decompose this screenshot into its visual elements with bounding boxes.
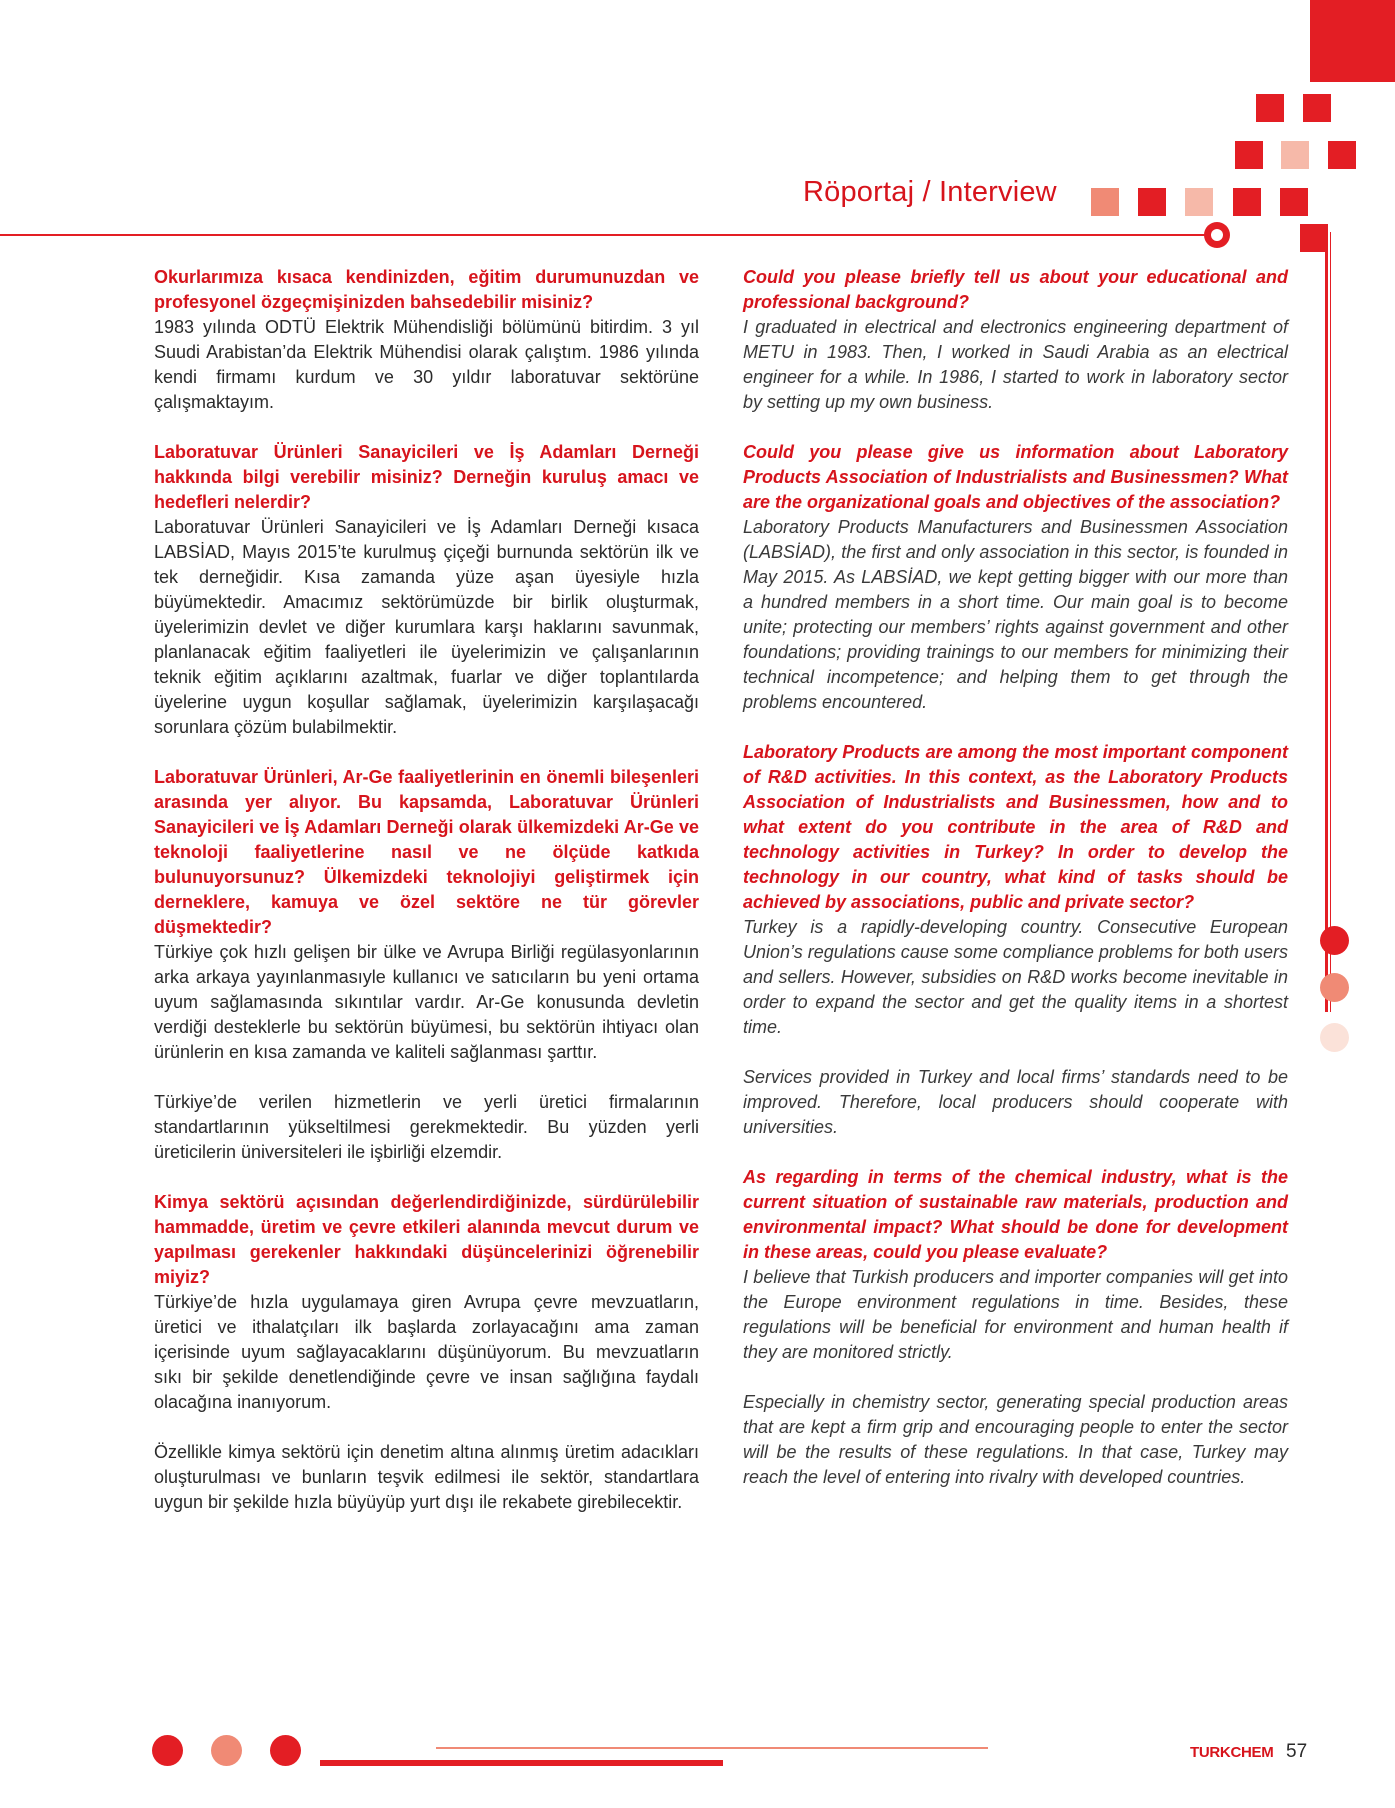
question: Laboratuvar Ürünleri, Ar-Ge faaliyetlerinin en önemli bileşenleri arasında yer alıyor. Bu kapsamda, Laboratuvar Ürünleri Sanayicileri ve İş Adamları Derneği olarak ülkemizdeki Ar-Ge ve teknoloji faaliyetlerine nasıl ve ne ölçüde katkıda bulunuyorsunuz? Ülkemizdeki teknolojiyi geliştirmek için derneklere, kamuya ve özel sektöre ne tür görevler düşmektedir? <box>154 767 699 937</box>
answer: I graduated in electrical and electronics engineering department of METU in 1983. Then, I worked in Saudi Arabia as an electrical engineer for a while. In 1986, I started to work in laboratory sector by setting up my own business. <box>743 317 1288 412</box>
decor-square <box>1235 141 1263 169</box>
answer: Özellikle kimya sektörü için denetim altına alınmış üretim adacıkları oluşturulması ve bunların teşvik edilmesi ile sektör, standartlara uygun bir şekilde hızla büyüyüp yurt dışı ile rekabete girebilecektir. <box>154 1442 699 1512</box>
qa-section <box>154 1190 699 1415</box>
answer: 1983 yılında ODTÜ Elektrik Mühendisliği bölümünü bitirdim. 3 yıl Suudi Arabistan’da Elektrik Mühendisi olarak çalıştım. 1986 yılında kendi firmamı kurdum ve 30 yıldır laboratuvar sektörüne çalışmaktayım. <box>154 317 699 412</box>
decor-square <box>1328 141 1356 169</box>
footer-rule <box>320 1760 723 1766</box>
paragraph <box>743 1390 1288 1490</box>
question: Laboratory Products are among the most important component of R&D activities. In this context, as the Laboratory Products Association of Industrialists and Businessmen, how and to what extent do you contribute in the area of R&D and technology activities in Turkey? In order to develop the technology in our country, what kind of tasks should be achieved by associations, public and private sector? <box>743 742 1288 912</box>
turkish-column <box>154 265 699 1540</box>
question: Laboratuvar Ürünleri Sanayicileri ve İş Adamları Derneği hakkında bilgi verebilir misiniz? Derneğin kuruluş amacı ve hedefleri nelerdir? <box>154 442 699 512</box>
ring-ornament <box>1204 222 1230 248</box>
decor-square <box>1300 224 1328 252</box>
question: Kimya sektörü açısından değerlendirdiğinizde, sürdürülebilir hammadde, üretim ve çevre etkileri alanında mevcut durum ve yapılması gerekenler hakkındaki düşüncelerinizi öğrenebilir miyiz? <box>154 1192 699 1287</box>
qa-section <box>743 440 1288 715</box>
qa-section <box>743 1165 1288 1365</box>
page-number: 57 <box>1286 1741 1308 1762</box>
decor-square <box>1310 0 1395 82</box>
decor-circle <box>1320 1023 1349 1052</box>
decor-square <box>1233 188 1261 216</box>
answer: Türkiye’de hızla uygulamaya giren Avrupa çevre mevzuatların, üretici ve ithalatçıları ilk başlarda zorlayacağını ama zaman içerisinde uyum sağlayacaklarını düşünüyorum. Bu mevzuatların sıkı bir şekilde denetlendiğinde çevre ve insan sağlığına faydalı olacağına inanıyorum. <box>154 1292 699 1412</box>
paragraph <box>743 1065 1288 1140</box>
question: As regarding in terms of the chemical industry, what is the current situation of sustainable raw materials, production and environmental impact? What should be done for development in these areas, could you please evaluate? <box>743 1167 1288 1262</box>
brand-logo: TURKCHEM <box>1190 1744 1274 1761</box>
page-section-title: Röportaj / Interview <box>803 176 1057 208</box>
decor-square <box>1138 188 1166 216</box>
qa-section <box>743 265 1288 415</box>
footer-circle <box>211 1735 242 1766</box>
side-rule <box>1330 232 1331 1012</box>
decor-square <box>1281 141 1309 169</box>
qa-section <box>154 440 699 740</box>
question: Okurlarımıza kısaca kendinizden, eğitim durumunuzdan ve profesyonel özgeçmişinizden bahsedebilir misiniz? <box>154 267 699 312</box>
decor-square <box>1303 94 1331 122</box>
qa-section <box>743 740 1288 1040</box>
footer-circle <box>270 1735 301 1766</box>
answer: Laboratory Products Manufacturers and Businessmen Association (LABSİAD), the first and only association in this sector, is founded in May 2015. As LABSİAD, we kept getting bigger with our more than a hundred members in a short time. Our main goal is to become unite; protecting our members’ rights against government and other foundations; providing trainings to our members for minimizing their technical incompetence; and helping them to get through the problems encountered. <box>743 517 1288 712</box>
decor-square <box>1280 188 1308 216</box>
answer: I believe that Turkish producers and importer companies will get into the Europe environment regulations in time. Besides, these regulations will be beneficial for environment and human health if they are monitored strictly. <box>743 1267 1288 1362</box>
question: Could you please give us information about Laboratory Products Association of Industrialists and Businessmen? What are the organizational goals and objectives of the association? <box>743 442 1288 512</box>
answer: Especially in chemistry sector, generating special production areas that are kept a firm grip and encouraging people to enter the sector will be the results of these regulations. In that case, Turkey may reach the level of entering into rivalry with developed countries. <box>743 1392 1288 1487</box>
qa-section <box>154 265 699 415</box>
decor-square <box>1091 188 1119 216</box>
decor-circle <box>1320 973 1349 1002</box>
english-column <box>743 265 1288 1515</box>
paragraph <box>154 1440 699 1515</box>
answer: Services provided in Turkey and local firms’ standards need to be improved. Therefore, local producers should cooperate with universities. <box>743 1067 1288 1137</box>
answer: Türkiye’de verilen hizmetlerin ve yerli üretici firmalarının standartlarının yükseltilmesi gerekmektedir. Bu yüzden yerli üreticilerin üniversiteleri ile işbirliği elzemdir. <box>154 1092 699 1162</box>
footer-rule <box>436 1747 988 1749</box>
footer-circle <box>152 1735 183 1766</box>
decor-square <box>1256 94 1284 122</box>
header-rule <box>0 234 1208 236</box>
side-rule <box>1325 232 1328 1012</box>
question: Could you please briefly tell us about your educational and professional background? <box>743 267 1288 312</box>
decor-square <box>1185 188 1213 216</box>
paragraph <box>154 1090 699 1165</box>
answer: Laboratuvar Ürünleri Sanayicileri ve İş Adamları Derneği kısaca LABSİAD, Mayıs 2015’te kurulmuş çiçeği burnunda sektörün ilk ve tek derneğidir. Kısa zamanda yüze aşan üyesiyle hızla büyümektedir. Amacımız sektörümüzde bir birlik oluşturmak, üyelerimizin devlet ve diğer kurumlara karşı haklarını savunmak, planlanacak eğitim faaliyetleri ile üyelerimizin ve çalışanlarının teknik eğitim açıklarını azaltmak, fuarlar ve diğer toplantılarda üyelerine uygun koşullar sağlamak, üyelerimizin karşılaşacağı sorunlara çözüm bulabilmektir. <box>154 517 699 737</box>
qa-section <box>154 765 699 1065</box>
decor-circle <box>1320 926 1349 955</box>
answer: Turkey is a rapidly-developing country. Consecutive European Union’s regulations cause some compliance problems for both users and sellers. However, subsidies on R&D works become inevitable in order to expand the sector and get the quality items in a shortest time. <box>743 917 1288 1037</box>
answer: Türkiye çok hızlı gelişen bir ülke ve Avrupa Birliği regülasyonlarının arka arkaya yayınlanmasıyle kullanıcı ve satıcıların bu yeni ortama uyum sağlamasında sıkıntılar vardır. Ar-Ge konusunda devletin verdiği desteklerle bu sektörün büyümesi, bu sektörün ihtiyacı olan ürünlerin en kısa zamanda ve kaliteli sağlanması şarttır. <box>154 942 699 1062</box>
